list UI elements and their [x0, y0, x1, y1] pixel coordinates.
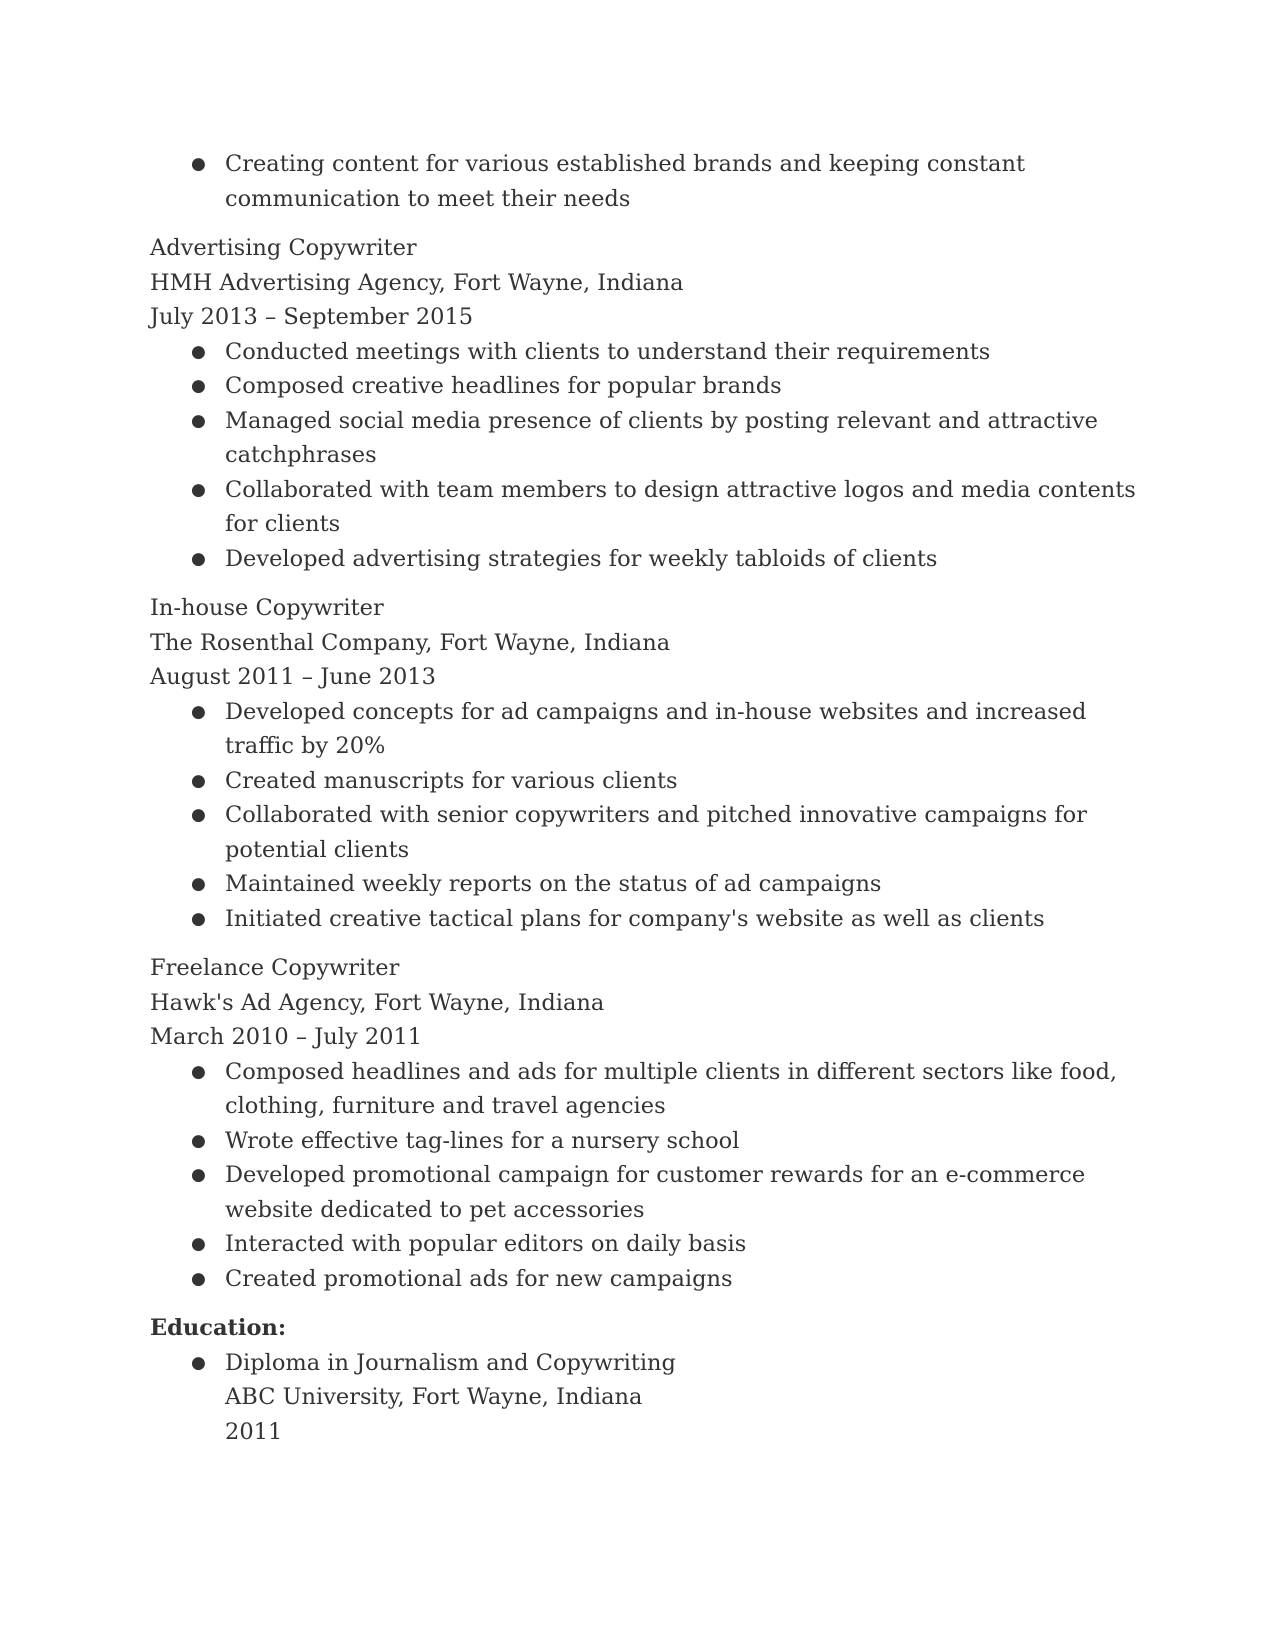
bullet-icon: ●: [191, 1061, 206, 1082]
list-item: [150, 1262, 1150, 1297]
bullet-text: Creating content for various established brands and keeping constant communication to meet their needs: [225, 151, 1025, 212]
list-item: [150, 1158, 1150, 1227]
bullet-text: Composed headlines and ads for multiple clients in different sectors like food, clothing, furniture and travel agencies: [225, 1058, 1118, 1119]
list-item: [150, 147, 1150, 216]
bullet-icon: ●: [191, 805, 206, 825]
list-item: [150, 542, 1150, 577]
bullet-text: Developed advertising strategies for weekly tabloids of clients: [225, 545, 938, 572]
bullet-text: Collaborated with team members to design attractive logos and media contents for clients: [225, 476, 1136, 537]
bullet-text: Managed social media presence of clients by posting relevant and attractive catchphrases: [225, 407, 1098, 468]
bullet-icon: ●: [191, 548, 206, 569]
job-title: Advertising Copywriter: [150, 235, 417, 261]
bullet-icon: ●: [191, 154, 206, 174]
job-bullet-list: [150, 1055, 1150, 1297]
job-entry-freelance-copywriter: [150, 951, 1150, 1296]
bullet-text: Developed concepts for ad campaigns and in-house websites and increased traffic by 20%: [225, 698, 1087, 759]
job-title: Freelance Copywriter: [150, 955, 400, 981]
intro-bullet-list: [150, 147, 1150, 216]
bullet-text: Wrote effective tag-lines for a nursery school: [225, 1127, 740, 1154]
job-entry-advertising-copywriter: [150, 231, 1150, 576]
job-title: In-house Copywriter: [150, 595, 384, 621]
bullet-icon: ●: [191, 770, 206, 791]
bullet-text: Conducted meetings with clients to understand their requirements: [225, 338, 991, 365]
job-dates: March 2010 – July 2011: [150, 1024, 423, 1050]
bullet-icon: ●: [191, 1268, 206, 1289]
bullet-text: Initiated creative tactical plans for company's website as well as clients: [225, 905, 1045, 932]
bullet-icon: ●: [191, 410, 206, 431]
bullet-icon: ●: [191, 341, 206, 362]
education-degree: Diploma in Journalism and Copywriting: [225, 1349, 676, 1376]
education-school: ABC University, Fort Wayne, Indiana: [225, 1384, 643, 1410]
job-entry-in-house-copywriter: [150, 591, 1150, 936]
education-heading: Education:: [150, 1315, 287, 1341]
list-item: [150, 369, 1150, 404]
bullet-icon: ●: [191, 1352, 206, 1373]
list-item: [150, 798, 1150, 867]
bullet-text: Created manuscripts for various clients: [225, 767, 678, 794]
bullet-icon: ●: [191, 479, 206, 500]
list-item: [150, 1055, 1150, 1124]
bullet-text: Developed promotional campaign for customer rewards for an e-commerce website dedicated to pet accessories: [225, 1162, 1086, 1223]
job-dates: August 2011 – June 2013: [150, 664, 436, 690]
bullet-icon: ●: [191, 908, 206, 929]
education-year: 2011: [225, 1418, 283, 1445]
list-item: [150, 335, 1150, 370]
job-dates: July 2013 – September 2015: [150, 304, 474, 330]
list-item: [150, 1346, 1150, 1450]
education-section: [150, 1311, 1150, 1449]
bullet-icon: ●: [191, 1165, 206, 1185]
education-list: [150, 1346, 1150, 1450]
job-bullet-list: [150, 335, 1150, 577]
list-item: [150, 695, 1150, 764]
list-item: [150, 1227, 1150, 1262]
list-item: [150, 404, 1150, 473]
bullet-icon: ●: [191, 376, 206, 396]
bullet-text: Created promotional ads for new campaigns: [225, 1265, 733, 1292]
bullet-icon: ●: [191, 1234, 206, 1254]
job-bullet-list: [150, 695, 1150, 937]
job-company: The Rosenthal Company, Fort Wayne, Indiana: [150, 629, 671, 656]
bullet-text: Collaborated with senior copywriters and pitched innovative campaigns for potential clients: [225, 802, 1087, 863]
list-item: [150, 473, 1150, 542]
resume-content: [150, 147, 1150, 1449]
job-company: Hawk's Ad Agency, Fort Wayne, Indiana: [150, 989, 605, 1016]
bullet-text: Maintained weekly reports on the status of ad campaigns: [225, 871, 882, 897]
bullet-icon: ●: [191, 874, 206, 894]
bullet-icon: ●: [191, 701, 206, 722]
list-item: [150, 867, 1150, 902]
list-item: [150, 902, 1150, 937]
bullet-icon: ●: [191, 1130, 206, 1151]
job-company: HMH Advertising Agency, Fort Wayne, Indiana: [150, 269, 684, 296]
list-item: [150, 1124, 1150, 1159]
bullet-text: Interacted with popular editors on daily basis: [225, 1231, 747, 1257]
list-item: [150, 764, 1150, 799]
bullet-text: Composed creative headlines for popular brands: [225, 373, 782, 399]
